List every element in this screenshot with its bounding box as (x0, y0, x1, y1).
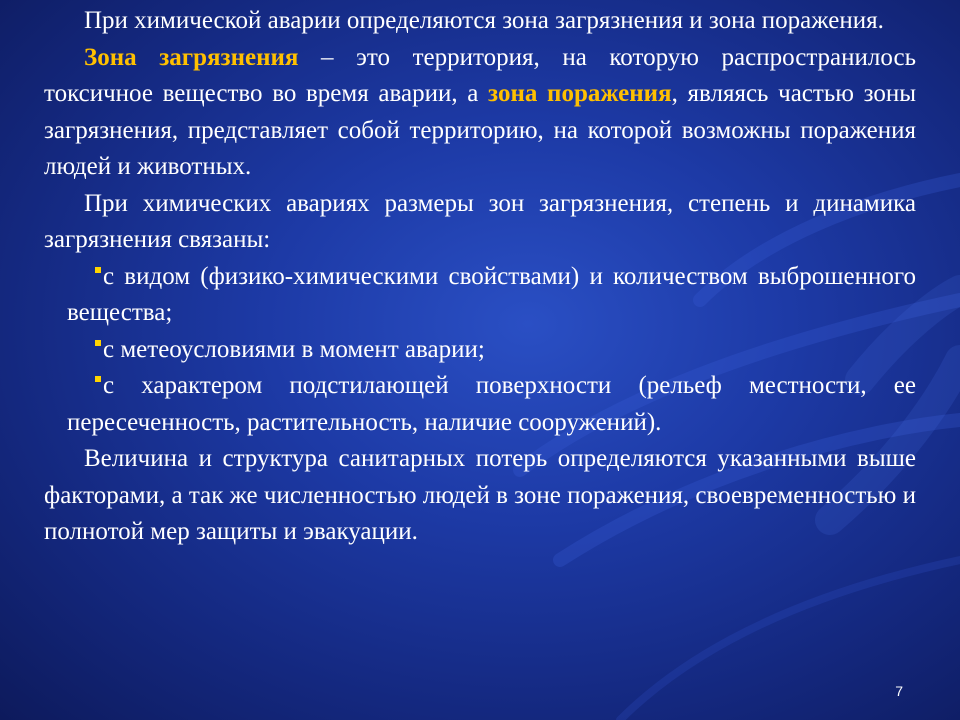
square-bullet-icon (95, 340, 101, 346)
square-bullet-icon (95, 376, 101, 382)
slide-body (44, 3, 916, 551)
bullet-text: с характером подстилающей поверхности (рельеф местности, ее пересеченность, растительность, наличие сооружений). (67, 372, 916, 436)
paragraph-intro: При химической аварии определяются зона загрязнения и зона поражения. (84, 7, 884, 34)
term-damage-zone: зона поражения (488, 80, 672, 107)
definition-text-1: – это территория, на которую распространилось токсичное вещество во время аварии, а (44, 43, 917, 107)
bullet-text: с метеоусловиями в момент аварии; (103, 335, 485, 363)
definition-text-2: , являясь частью зоны загрязнения, представляет собой территорию, на которой возможны поражения людей и животных. (44, 80, 916, 180)
paragraph-definitions (44, 40, 916, 186)
term-contamination-zone: Зона загрязнения (84, 43, 299, 71)
bullet-item (67, 368, 916, 441)
paragraph-losses: Величина и структура санитарных потерь определяются указанными выше факторами, а так же численностью людей в зоне поражения, своевременностью и полнотой мер защиты и эвакуации. (44, 445, 916, 545)
bullet-text: с видом (физико-химическими свойствами) и количеством выброшенного вещества; (67, 262, 916, 326)
bullet-item (67, 332, 916, 369)
square-bullet-icon (95, 267, 101, 273)
bullet-item (67, 259, 916, 332)
paragraph-factors-intro: При химических авариях размеры зон загрязнения, степень и динамика загрязнения связаны: (44, 189, 916, 253)
page-number: 7 (895, 683, 903, 699)
